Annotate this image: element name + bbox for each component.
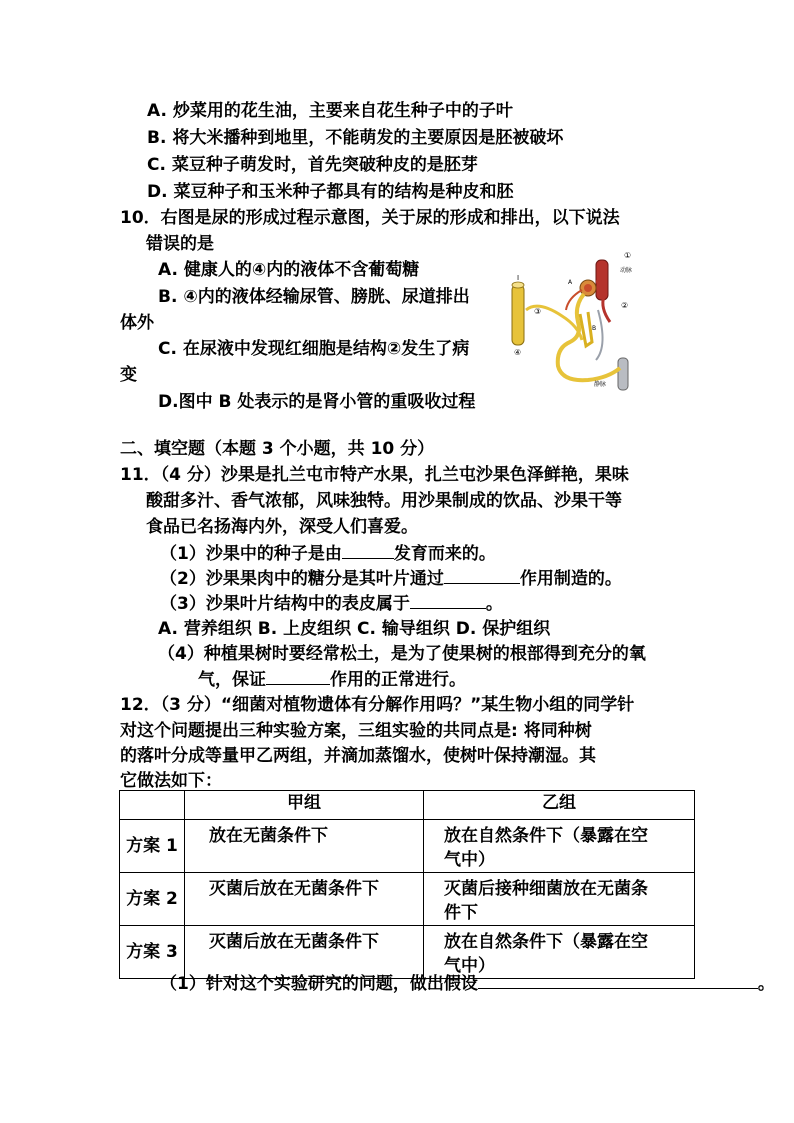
q11-part1-post: 发育而来的。 — [393, 544, 496, 564]
table-row-label: 方案 3 — [120, 926, 185, 979]
q12-part1 — [160, 972, 775, 995]
table-cell-b-line2: 气中） — [444, 850, 495, 870]
experiment-table — [119, 790, 695, 979]
q11-part2 — [160, 567, 622, 590]
q11-part1-blank[interactable] — [342, 542, 394, 559]
q10-option-d: D.图中 B 处表示的是肾小管的重吸收过程 — [158, 392, 476, 412]
q11-part3 — [160, 592, 503, 615]
q10-stem-line2: 错误的是 — [146, 234, 214, 254]
table-cell-b — [424, 873, 695, 926]
diagram-label-i: I — [517, 274, 520, 282]
diagram-label-1: ① — [624, 251, 632, 260]
table-cell-b-line1: 放在自然条件下（暴露在空 — [444, 932, 648, 952]
table-header-b: 乙组 — [424, 791, 695, 820]
table-cell-a: 灭菌后放在无菌条件下 — [185, 873, 424, 926]
q12-stem-line4: 它做法如下： — [120, 771, 222, 791]
table-cell-a: 灭菌后放在无菌条件下 — [185, 926, 424, 979]
q12-part1-pre: （1）针对这个实验研究的问题，做出假设 — [160, 974, 478, 994]
diagram-label-4: ④ — [514, 348, 522, 357]
table-row — [120, 926, 695, 979]
table-row — [120, 873, 695, 926]
q11-part2-pre: （2）沙果果肉中的糖分是其叶片通过 — [160, 569, 444, 589]
q10-option-b-line2: 体外 — [120, 313, 154, 333]
q11-part1-pre: （1）沙果中的种子是由 — [160, 544, 342, 564]
table-cell-b — [424, 926, 695, 979]
table-cell-b-line2: 气中） — [444, 956, 495, 976]
table-cell-b-line2: 件下 — [444, 903, 478, 923]
diagram-label-2: ② — [621, 301, 629, 310]
q10-option-b-line1: B. ④内的液体经输尿管、膀胱、尿道排出 — [158, 287, 470, 307]
q10-option-a: A. 健康人的④内的液体不含葡萄糖 — [158, 260, 420, 280]
diagram-label-a: A — [568, 279, 573, 286]
q12-stem-line1: 12．（3 分）“细菌对植物遗体有分解作用吗？”某生物小组的同学针 — [120, 695, 635, 715]
q11-stem-line1: 11．（4 分）沙果是扎兰屯市特产水果，扎兰屯沙果色泽鲜艳，果味 — [120, 465, 629, 485]
q9-option-b: B. 将大米播种到地里，不能萌发的主要原因是胚被破坏 — [147, 128, 564, 148]
q11-part4-pre: 气，保证 — [198, 670, 266, 690]
table-cell-b-line1: 放在自然条件下（暴露在空 — [444, 826, 648, 846]
table-row — [120, 820, 695, 873]
q10-option-c-line1: C. 在尿液中发现红细胞是结构②发生了病 — [158, 339, 470, 359]
table-cell-b-line1: 灭菌后接种细菌放在无菌条 — [444, 879, 648, 899]
q9-option-a: A. 炒菜用的花生油，主要来自花生种子中的子叶 — [147, 101, 513, 121]
q11-stem-line3: 食品已名扬海内外，深受人们喜爱。 — [146, 517, 418, 537]
q9-option-c: C. 菜豆种子萌发时，首先突破种皮的是胚芽 — [147, 155, 478, 175]
q11-choices: A. 营养组织 B. 上皮组织 C. 输导组织 D. 保护组织 — [158, 619, 551, 639]
q12-part1-blank[interactable] — [478, 972, 758, 989]
q10-option-c-line2: 变 — [120, 365, 137, 385]
diagram-label-b: B — [592, 325, 597, 332]
table-row-label: 方案 1 — [120, 820, 185, 873]
q11-part4-line1: （4）种植果树时要经常松土，是为了使果树的根部得到充分的氧 — [158, 644, 646, 664]
diagram-label-3: ③ — [534, 307, 542, 316]
table-row-label: 方案 2 — [120, 873, 185, 926]
q11-part3-post: 。 — [485, 594, 503, 614]
table-corner-cell — [120, 791, 185, 820]
table-cell-a: 放在无菌条件下 — [185, 820, 424, 873]
q11-part2-blank[interactable] — [444, 567, 520, 584]
q11-stem-line2: 酸甜多汁、香气浓郁，风味独特。用沙果制成的饮品、沙果干等 — [146, 491, 622, 511]
q10-stem-line1: 10．右图是尿的形成过程示意图，关于尿的形成和排出，以下说法 — [120, 208, 620, 228]
table-header-a: 甲组 — [185, 791, 424, 820]
q11-part3-blank[interactable] — [410, 592, 486, 609]
q11-part4-post: 作用的正常进行。 — [330, 670, 466, 690]
section-title: 二、填空题（本题 3 个小题，共 10 分） — [120, 439, 435, 459]
q11-part4-blank[interactable] — [266, 668, 330, 685]
q12-stem-line3: 的落叶分成等量甲乙两组，并滴加蒸馏水，使树叶保持潮湿。其 — [120, 746, 596, 766]
q11-part4-line2 — [198, 668, 466, 691]
q12-stem-line2: 对这个问题提出三种实验方案，三组实验的共同点是: 将同种树 — [120, 721, 592, 741]
diagram-label-vein: 静脉 — [594, 381, 607, 388]
q11-part1 — [160, 542, 496, 565]
q9-option-d: D. 菜豆种子和玉米种子都具有的结构是种皮和胚 — [147, 182, 514, 202]
table-header-row — [120, 791, 695, 820]
nephron-diagram — [508, 250, 638, 395]
q12-part1-post: 。 — [757, 974, 775, 994]
q11-part3-pre: （3）沙果叶片结构中的表皮属于 — [160, 594, 410, 614]
diagram-label-artery: 动脉 — [620, 267, 633, 274]
table-cell-b — [424, 820, 695, 873]
q11-part2-post: 作用制造的。 — [519, 569, 622, 589]
